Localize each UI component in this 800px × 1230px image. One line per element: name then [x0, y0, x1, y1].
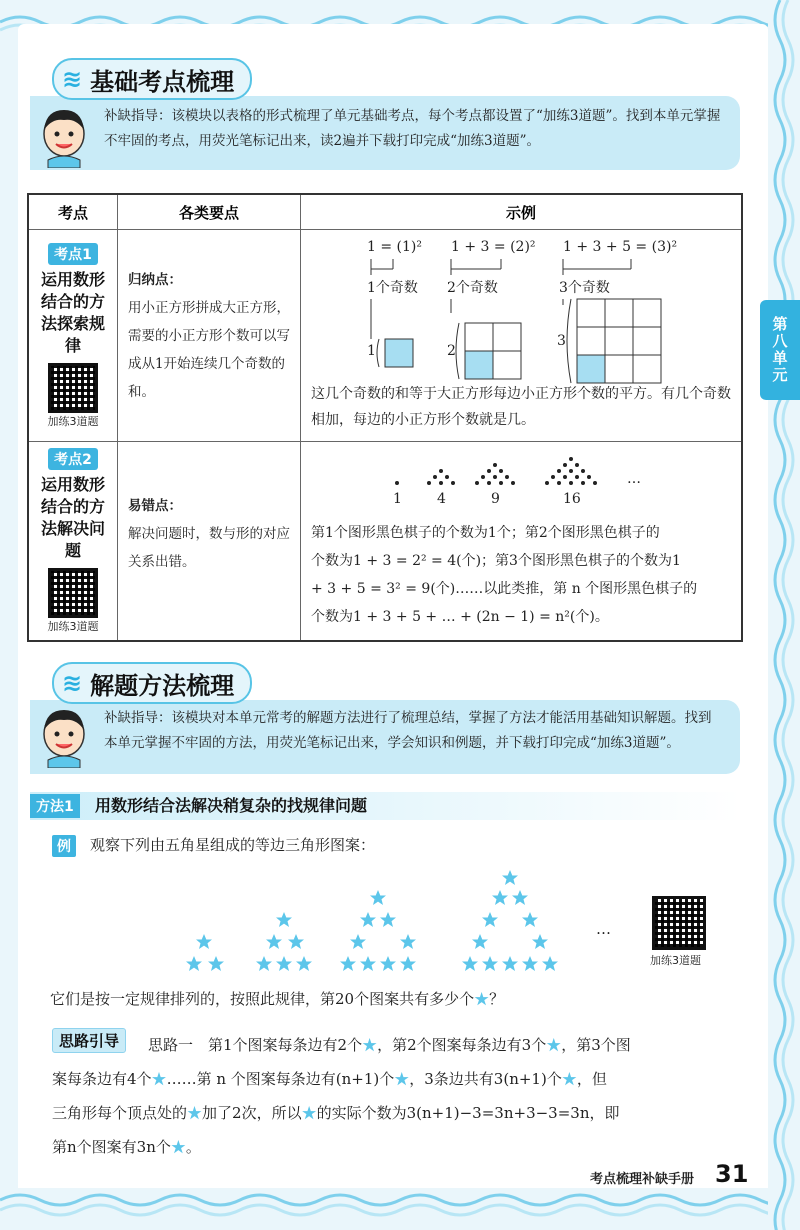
section-title-basics — [52, 58, 252, 100]
keypoint-cell — [28, 442, 117, 642]
guide-text-1: 补缺指导：该模块以表格的形式梳理了单元基础考点，每个考点都设置了“加练3道题”。找到本单元掌握不牢固的考点，用荧光笔标记出来，读2遍并下载打印完成“加练3道题”。 — [104, 108, 721, 149]
right-wave-border — [768, 0, 800, 1230]
odd-count-1: 1个奇数 — [367, 279, 418, 296]
explanation-line: 个数为1 + 3 = 2² = 4(个)；第3个图形黑色棋子的个数为1 — [311, 553, 681, 569]
thinking-part: 第n个图案有3n个 — [52, 1138, 171, 1156]
star-icon: ★ — [301, 1104, 317, 1122]
guide-box-1 — [30, 96, 740, 170]
explanation-line: 第1个图形黑色棋子的个数为1个；第2个图形黑色棋子的 — [311, 525, 660, 541]
keypoint-badge: 考点1 — [48, 243, 98, 265]
odd-count-2: 2个奇数 — [447, 279, 498, 296]
explanation-text — [311, 519, 741, 631]
method-badge: 方法1 — [30, 794, 80, 818]
unit-side-tab[interactable]: 第八单元 — [760, 300, 800, 400]
thinking-part: 三角形每个顶点处的 — [52, 1104, 188, 1122]
equation-3: 1 + 3 + 5 = (3)² — [563, 238, 678, 255]
keypoint-badge: 考点2 — [48, 448, 98, 470]
thinking-text-line2 — [52, 1062, 752, 1096]
dot-patterns — [301, 449, 741, 509]
qr-code-icon[interactable] — [652, 896, 706, 950]
dot-label-16: 16 — [563, 491, 581, 507]
point-heading: 归纳点： — [127, 272, 182, 288]
point-text: 解决问题时，数与形的对应关系出错。 — [127, 526, 290, 570]
dot-label-4: 4 — [437, 491, 446, 507]
keypoints-table — [27, 193, 743, 642]
point-heading: 易错点： — [127, 498, 182, 514]
header-points: 各类要点 — [117, 194, 300, 230]
table-row — [28, 230, 742, 442]
point-text: 用小正方形拼成大正方形，需要的小正方形个数可以写成从1开始连续几个奇数的和。 — [127, 300, 290, 400]
thinking-part: ，第2个图案每条边有3个 — [377, 1036, 547, 1054]
keypoint-name: 运用数形结合的方法解决问题 — [40, 475, 105, 560]
explanation-line: + 3 + 5 = 3² = 9(个)……以此类推，第 n 个图形黑色棋子的 — [311, 581, 698, 597]
star-icon: ★ — [187, 1104, 203, 1122]
explanation-line: 个数为1 + 3 + 5 + … + (2n − 1) = n²(个)。 — [311, 609, 609, 625]
ask-text: 它们是按一定规律排列的，按照此规律，第20个图案共有多少个 — [50, 990, 475, 1008]
star-icon: ★ — [394, 1070, 410, 1088]
bottom-wave-border — [0, 1188, 800, 1230]
example-cell — [301, 442, 743, 642]
summary-text: 这几个奇数的和等于大正方形每边小正方形个数的平方。有几个奇数相加，每边的小正方形个数就是几。 — [311, 385, 731, 428]
dot-label-1: 1 — [393, 491, 402, 507]
star-icon: ★ — [151, 1070, 167, 1088]
side-label-3: 3 — [557, 332, 566, 349]
qr-label: 加练3道题 — [47, 414, 99, 428]
ask-end: ？ — [489, 990, 505, 1008]
table-row — [28, 442, 742, 642]
thinking-part: ，但 — [576, 1070, 607, 1088]
thinking-part: ……第 n 个图案每条边有(n+1)个 — [166, 1070, 395, 1088]
wave-icon: ≋ — [62, 669, 83, 697]
example-ask — [50, 988, 504, 1009]
star-icon: ★ — [362, 1036, 378, 1054]
qr-code-icon[interactable] — [48, 568, 98, 618]
dot-label-9: 9 — [491, 491, 500, 507]
qr-label: 加练3道题 — [650, 954, 701, 967]
equation-2: 1 + 3 = (2)² — [451, 238, 536, 255]
example-cell — [301, 230, 743, 442]
thinking-text-line3 — [52, 1096, 752, 1130]
student-avatar-icon — [36, 104, 92, 168]
star-triangles — [180, 866, 580, 976]
page-number: 31 — [715, 1160, 749, 1188]
star-icon: ★ — [474, 990, 490, 1008]
pattern-ellipsis: … — [596, 920, 611, 938]
thinking-part: 。 — [185, 1138, 201, 1156]
thinking-text-line4 — [52, 1130, 752, 1164]
qr-code-icon[interactable] — [48, 363, 98, 413]
odd-count-3: 3个奇数 — [559, 279, 610, 296]
equation-1: 1 = (1)² — [367, 238, 422, 255]
thinking-part: 的实际个数为3(n+1)−3=3n+3−3=3n，即 — [316, 1104, 620, 1122]
wave-icon: ≋ — [62, 65, 83, 93]
thinking-part: 思路一 第1个图案每条边有2个 — [148, 1036, 363, 1054]
section-title-text: 解题方法梳理 — [90, 671, 235, 700]
example-badge: 例 — [52, 835, 76, 857]
student-avatar-icon — [36, 704, 92, 768]
points-cell — [117, 230, 300, 442]
thinking-part: 案每条边有4个 — [52, 1070, 152, 1088]
section-title-text: 基础考点梳理 — [90, 67, 235, 96]
star-icon: ★ — [170, 1138, 186, 1156]
header-keypoint: 考点 — [28, 194, 117, 230]
footer-label: 考点梳理补缺手册 — [590, 1172, 695, 1187]
guide-text-2: 补缺指导：该模块对本单元常考的解题方法进行了梳理总结，掌握了方法才能活用基础知识解题。找到本单元掌握不牢固的方法，用荧光笔标记出来，学会知识和例题，并下载打印完成“加练3道题”。 — [104, 710, 712, 751]
star-icon: ★ — [546, 1036, 562, 1054]
side-label-1: 1 — [367, 342, 376, 359]
side-label-2: 2 — [447, 342, 456, 359]
thinking-part: ，第3个图 — [561, 1036, 631, 1054]
points-cell — [117, 442, 300, 642]
thinking-text — [52, 1028, 752, 1062]
guide-box-2 — [30, 700, 740, 774]
thinking-part: ，3条边共有3(n+1)个 — [409, 1070, 562, 1088]
qr-label: 加练3道题 — [47, 620, 99, 633]
keypoint-cell — [28, 230, 117, 442]
example-question: 观察下列由五角星组成的等边三角形图案： — [90, 836, 376, 854]
method-title: 用数形结合法解决稍复杂的找规律问题 — [95, 796, 368, 815]
keypoint-name: 运用数形结合的方法探索规律 — [40, 269, 105, 355]
section-title-methods — [52, 662, 252, 704]
dot-ellipsis: … — [627, 471, 641, 487]
header-example: 示例 — [301, 194, 743, 230]
thinking-badge: 思路引导 — [52, 1028, 126, 1053]
star-icon: ★ — [561, 1070, 577, 1088]
thinking-part: 加了2次，所以 — [202, 1104, 302, 1122]
